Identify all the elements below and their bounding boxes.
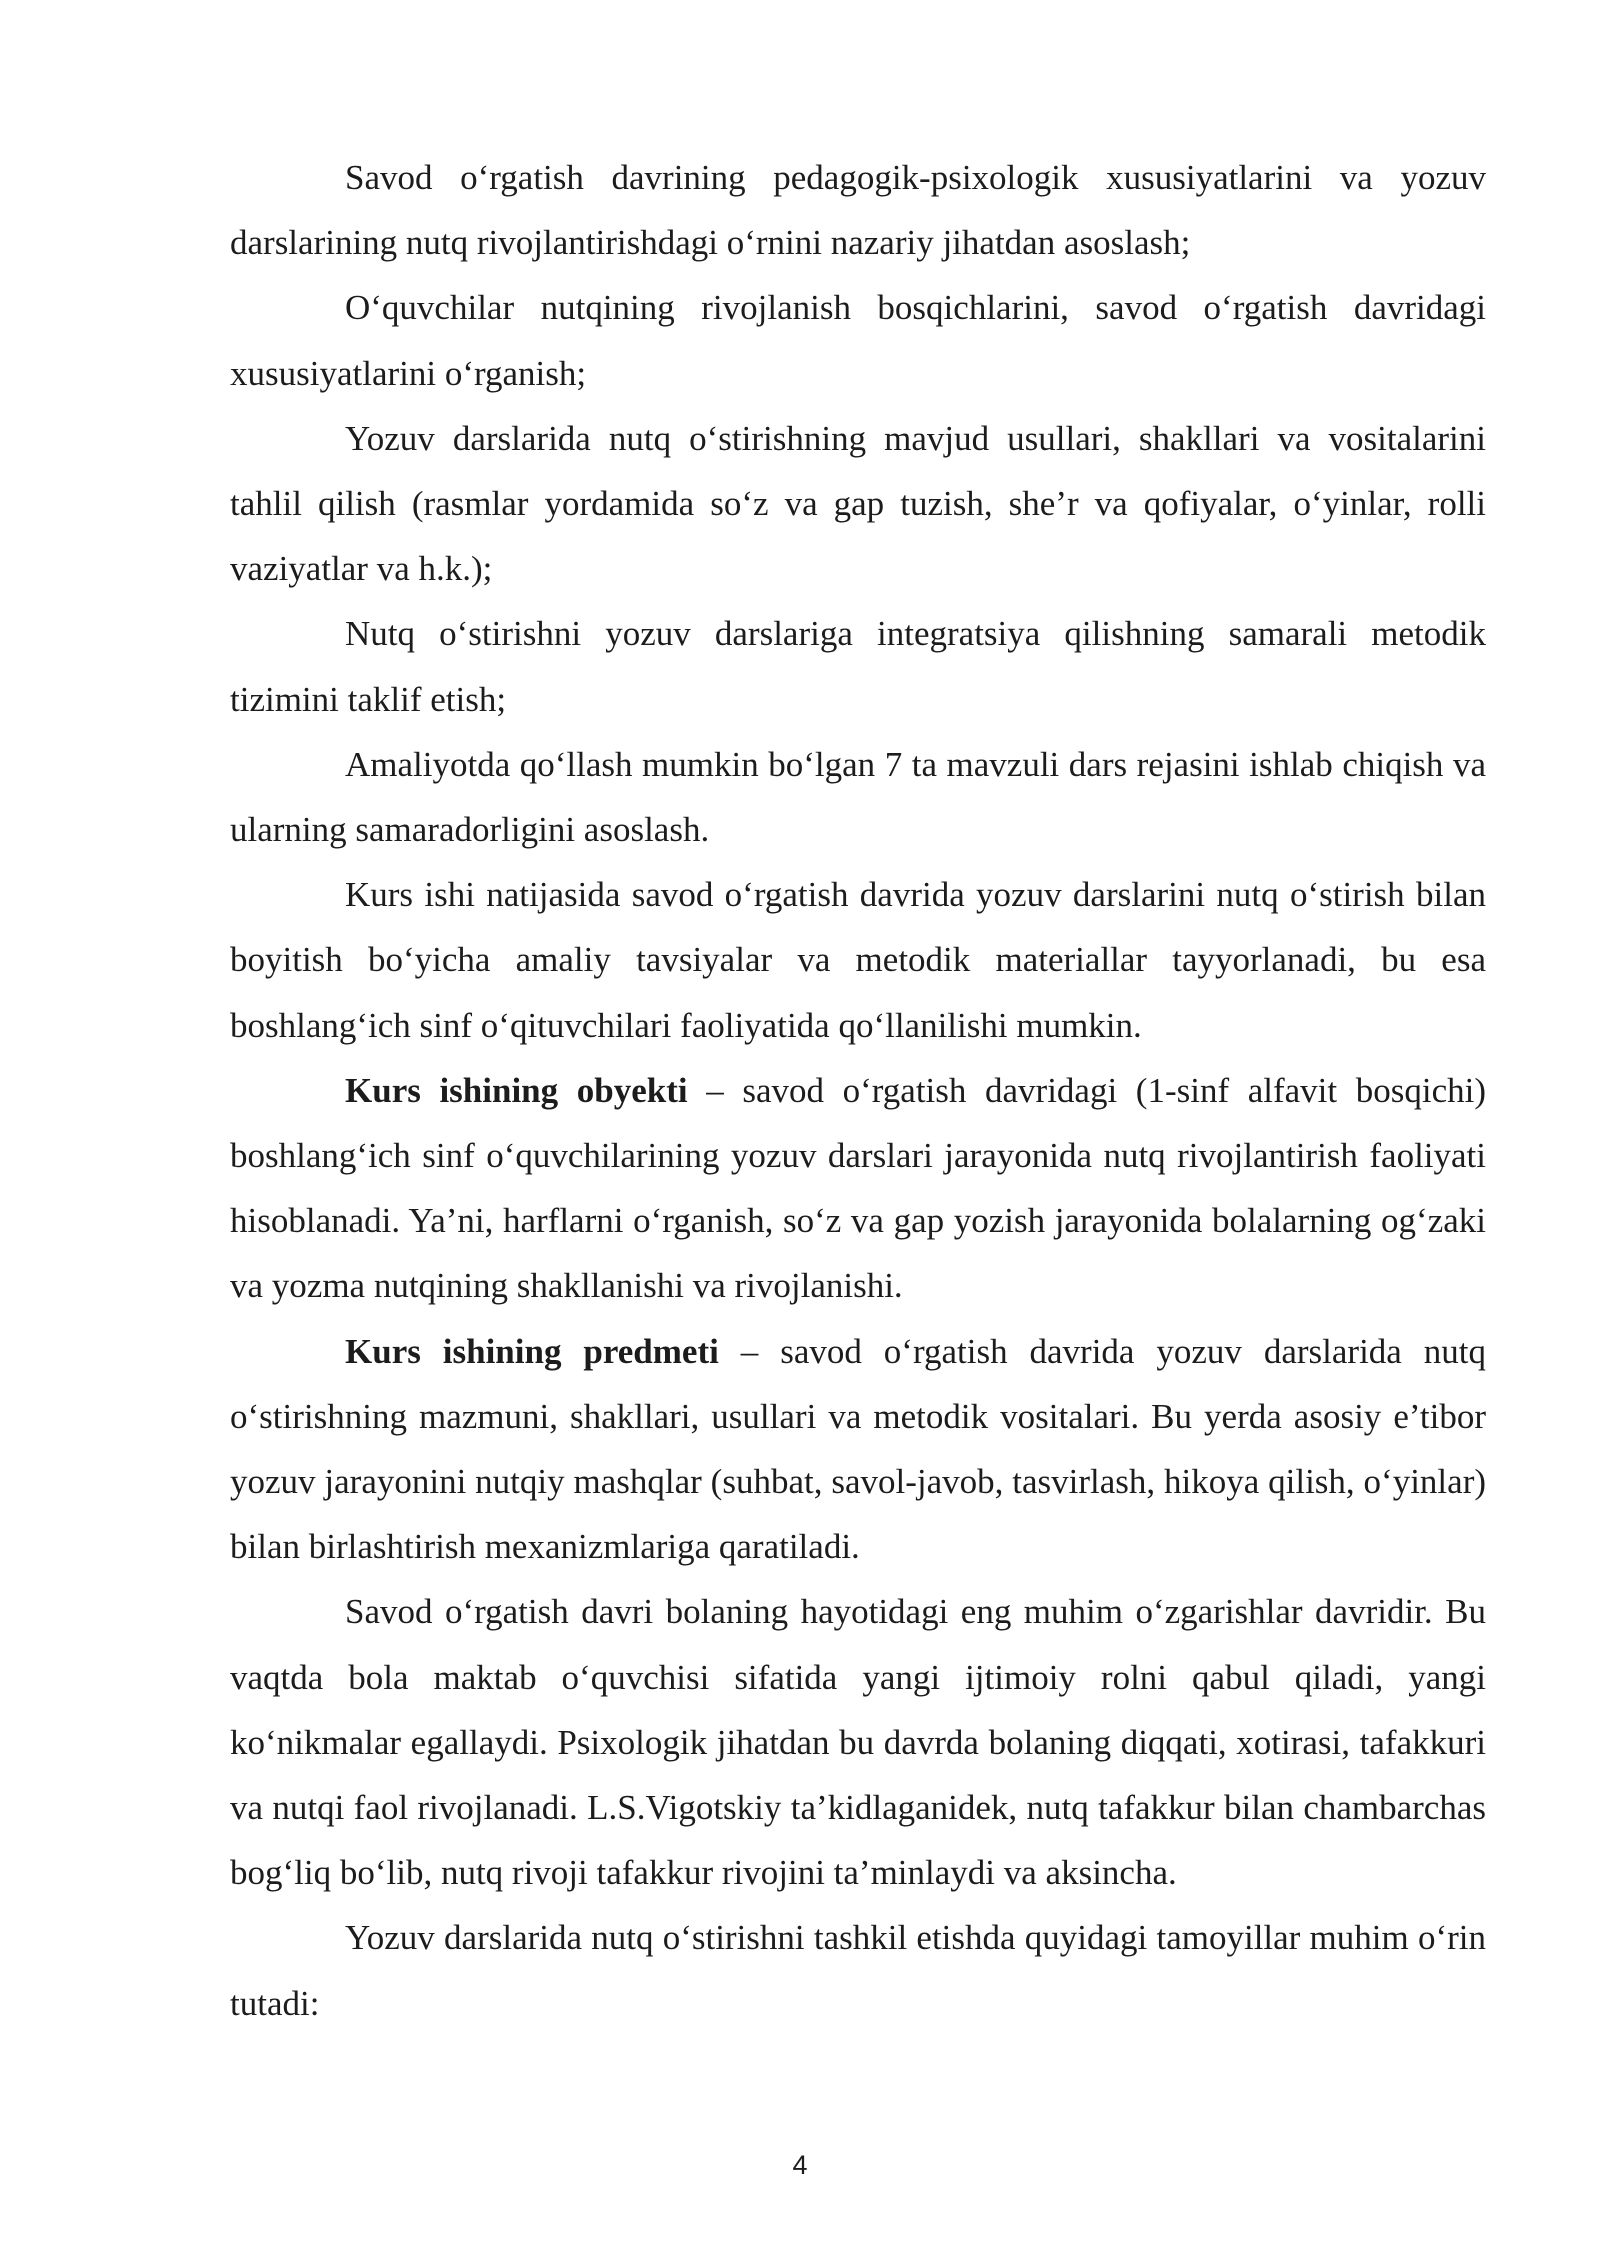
paragraph	[230, 275, 1486, 405]
paragraph-text: – savod o‘rgatish davridagi (1-sinf alfavit bosqichi) boshlang‘ich sinf o‘quvchilarining yozuv darslari jarayonida nutq rivojlantirish faoliyati hisoblanadi. Ya’ni, harflarni o‘rganish, so‘z va gap yozish jarayonida bolalarning og‘zaki va yozma nutqining shakllanishi va rivojlanishi.	[230, 1070, 1486, 1306]
paragraph	[230, 862, 1486, 1058]
paragraph	[230, 145, 1486, 275]
paragraph-text: Yozuv darslarida nutq o‘stirishning mavjud usullari, shakllari va vositalarini tahlil qilish (rasmlar yordamida so‘z va gap tuzish, she’r va qofiyalar, o‘yinlar, rolli vaziyatlar va h.k.);	[230, 418, 1486, 589]
paragraph	[230, 601, 1486, 731]
paragraph-text: Nutq o‘stirishni yozuv darslariga integratsiya qilishning samarali metodik tizimini taklif etish;	[230, 614, 1486, 719]
paragraph-text: Savod o‘rgatish davri bolaning hayotidagi eng muhim o‘zgarishlar davridir. Bu vaqtda bola maktab o‘quvchisi sifatida yangi ijtimoiy rolni qabul qiladi, yangi ko‘nikmalar egallaydi. Psixologik jihatdan bu davrda bolaning diqqati, xotirasi, tafakkuri va nutqi faol rivojlanadi. L.S.Vigotskiy ta’kidlaganidek, nutq tafakkur bilan chambarchas bog‘liq bo‘lib, nutq rivoji tafakkur rivojini ta’minlaydi va aksincha.	[230, 1592, 1486, 1893]
paragraph-lead: Kurs ishining predmeti	[345, 1331, 719, 1371]
paragraph-text: – savod o‘rgatish davrida yozuv darslarida nutq o‘stirishning mazmuni, shakllari, usullari va metodik vositalari. Bu yerda asosiy e’tibor yozuv jarayonini nutqiy mashqlar (suhbat, savol-javob, tasvirlash, hikoya qilish, o‘yinlar) bilan birlashtirish mexanizmlariga qaratiladi.	[230, 1331, 1486, 1567]
paragraph-text: O‘quvchilar nutqining rivojlanish bosqichlarini, savod o‘rgatish davridagi xususiyatlarini o‘rganish;	[230, 288, 1486, 393]
paragraph-text: Yozuv darslarida nutq o‘stirishni tashkil etishda quyidagi tamoyillar muhim o‘rin tutadi:	[230, 1918, 1486, 2023]
paragraph	[230, 1905, 1486, 2035]
paragraph-object	[230, 1058, 1486, 1319]
paragraph-subject	[230, 1319, 1486, 1580]
paragraph	[230, 406, 1486, 602]
paragraph-text: Kurs ishi natijasida savod o‘rgatish davrida yozuv darslarini nutq o‘stirish bilan boyitish bo‘yicha amaliy tavsiyalar va metodik materiallar tayyorlanadi, bu esa boshlang‘ich sinf o‘qituvchilari faoliyatida qo‘llanilishi mumkin.	[230, 875, 1486, 1045]
document-page	[230, 145, 1486, 2036]
paragraph	[230, 1579, 1486, 1905]
page-number: 4	[792, 2150, 808, 2180]
paragraph	[230, 732, 1486, 862]
paragraph-text: Amaliyotda qo‘llash mumkin bo‘lgan 7 ta mavzuli dars rejasini ishlab chiqish va ularning samaradorligini asoslash.	[230, 744, 1486, 850]
paragraph-lead: Kurs ishining obyekti	[345, 1070, 688, 1110]
paragraph-text: Savod o‘rgatish davrining pedagogik-psixologik xususiyatlarini va yozuv darslarining nutq rivojlantirishdagi o‘rnini nazariy jihatdan asoslash;	[230, 158, 1486, 263]
